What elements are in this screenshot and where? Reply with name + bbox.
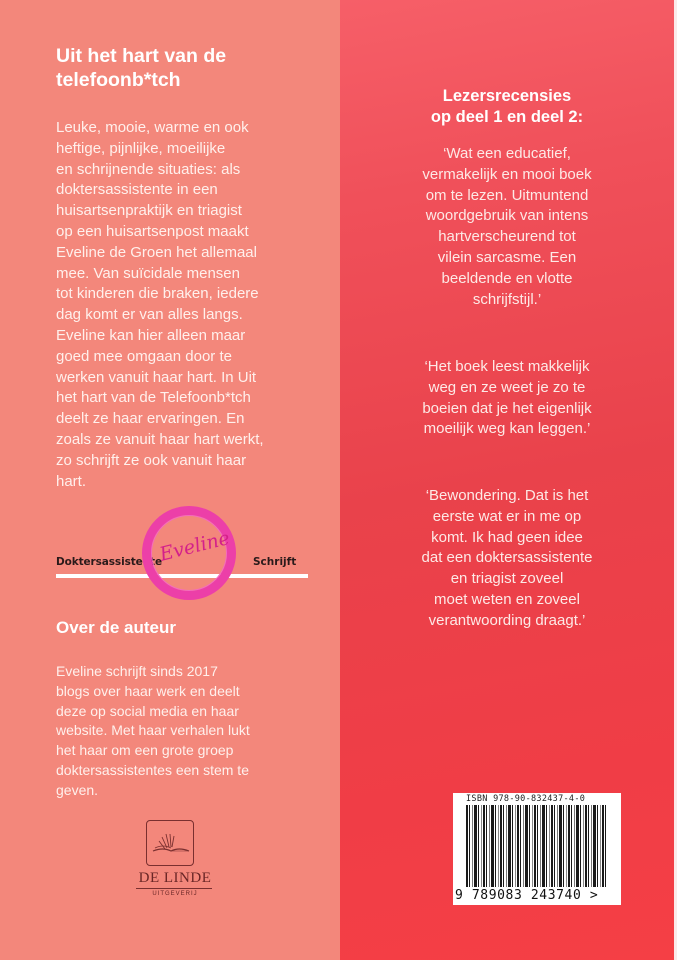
logo-script: Eveline	[157, 527, 233, 566]
publisher-logo	[140, 818, 220, 903]
isbn-label: ISBN 978-90-832437-4-0	[466, 794, 586, 804]
blurb-line: goed mee omgaan door te	[56, 347, 232, 365]
review-quote	[340, 357, 674, 440]
review-line: hartverscheurend tot	[438, 228, 576, 246]
book-title-line: telefoonb*tch	[56, 69, 181, 91]
review-quote	[340, 486, 674, 632]
publisher-rule	[136, 888, 212, 889]
author-bio-line: geven.	[56, 781, 99, 798]
blurb-line: Eveline kan hier alleen maar	[56, 326, 246, 344]
eveline-logo	[56, 504, 312, 600]
blurb-line: werken vanuit haar hart. In Uit	[56, 368, 257, 386]
blurb-line: het hart van de Telefoonb*tch	[56, 389, 251, 407]
review-line: eerste wat er in me op	[432, 507, 582, 525]
author-heading: Over de auteur	[56, 618, 176, 637]
logo-word-right: Schrijft	[253, 556, 297, 568]
blurb-line: heftige, pijnlijke, moeilijke	[56, 139, 226, 157]
barcode-bars-icon	[466, 805, 606, 887]
review-line: weg en ze weet je zo te	[428, 378, 586, 396]
author-bio-line: deze op social media en haar	[56, 702, 239, 719]
book-title-line: Uit het hart van de	[56, 45, 227, 67]
review-line: schrijfstijl.’	[472, 290, 542, 308]
review-line: moet weten en zoveel	[434, 590, 580, 608]
review-line: ‘Bewondering. Dat is het	[425, 487, 589, 504]
blurb-line: zoals ze vanuit haar hart werkt,	[56, 430, 264, 448]
blurb-line: Eveline de Groen het allemaal	[56, 243, 257, 261]
blurb-line: dag komt er van alles langs.	[56, 306, 243, 324]
barcode-digits: 9 789083 243740 >	[455, 888, 599, 903]
logo-word-left: Doktersassistente	[56, 556, 162, 568]
blurb-line: mee. Van suïcidale mensen	[56, 264, 240, 282]
review-line: boeien dat je het eigenlijk	[422, 399, 592, 417]
review-line: ‘Wat een educatief,	[443, 145, 571, 162]
isbn-barcode	[453, 793, 621, 905]
review-line: komt. Ik had geen idee	[431, 528, 583, 546]
blurb-line: huisartsenpraktijk en triagist	[56, 202, 242, 220]
blurb-line: deelt ze haar ervaringen. En	[56, 410, 245, 428]
book-title	[56, 44, 326, 92]
blurb-line: zo schrijft ze ook vanuit haar	[56, 451, 247, 469]
author-bio-line: website. Met haar verhalen lukt	[56, 722, 250, 739]
author-bio-line: het haar om een grote groep	[56, 742, 234, 759]
review-line: om te lezen. Uitmuntend	[425, 186, 589, 204]
review-line: vilein sarcasme. Een	[437, 248, 577, 266]
reviews-heading	[340, 86, 674, 128]
review-line: vermakelijk en mooi boek	[422, 165, 592, 183]
blurb-line: Leuke, mooie, warme en ook	[56, 119, 249, 136]
blurb-line: en schrijnende situaties: als	[56, 160, 241, 178]
publisher-name: DE LINDE	[138, 870, 212, 886]
blurb-line: op een huisartsenpost maakt	[56, 222, 249, 240]
review-line: beeldende en vlotte	[441, 269, 573, 287]
review-quote	[340, 144, 674, 310]
review-line: ‘Het boek leest makkelijk	[424, 358, 590, 375]
publisher-sub: UITGEVERIJ	[152, 891, 198, 897]
review-line: dat een doktersassistente	[421, 549, 593, 567]
author-bio-line: Eveline schrijft sinds 2017	[56, 663, 218, 679]
blurb-line: doktersassistente in een	[56, 181, 218, 199]
blurb-line: tot kinderen die braken, iedere	[56, 285, 259, 303]
review-line: woordgebruik van intens	[425, 207, 589, 225]
review-line: en triagist zoveel	[450, 570, 564, 588]
blurb	[56, 118, 346, 492]
review-line: verantwoording draagt.’	[428, 611, 586, 629]
reviews-heading-line: Lezersrecensies	[442, 87, 572, 105]
blurb-line: hart.	[56, 472, 87, 490]
reviews-heading-line: op deel 1 en deel 2:	[430, 108, 584, 126]
open-book-icon	[146, 820, 194, 866]
author-bio-line: blogs over haar werk en deelt	[56, 682, 240, 699]
author-bio	[56, 662, 346, 801]
review-line: moeilijk weg kan leggen.’	[423, 420, 591, 438]
author-bio-line: doktersassistentes een stem te	[56, 761, 249, 778]
